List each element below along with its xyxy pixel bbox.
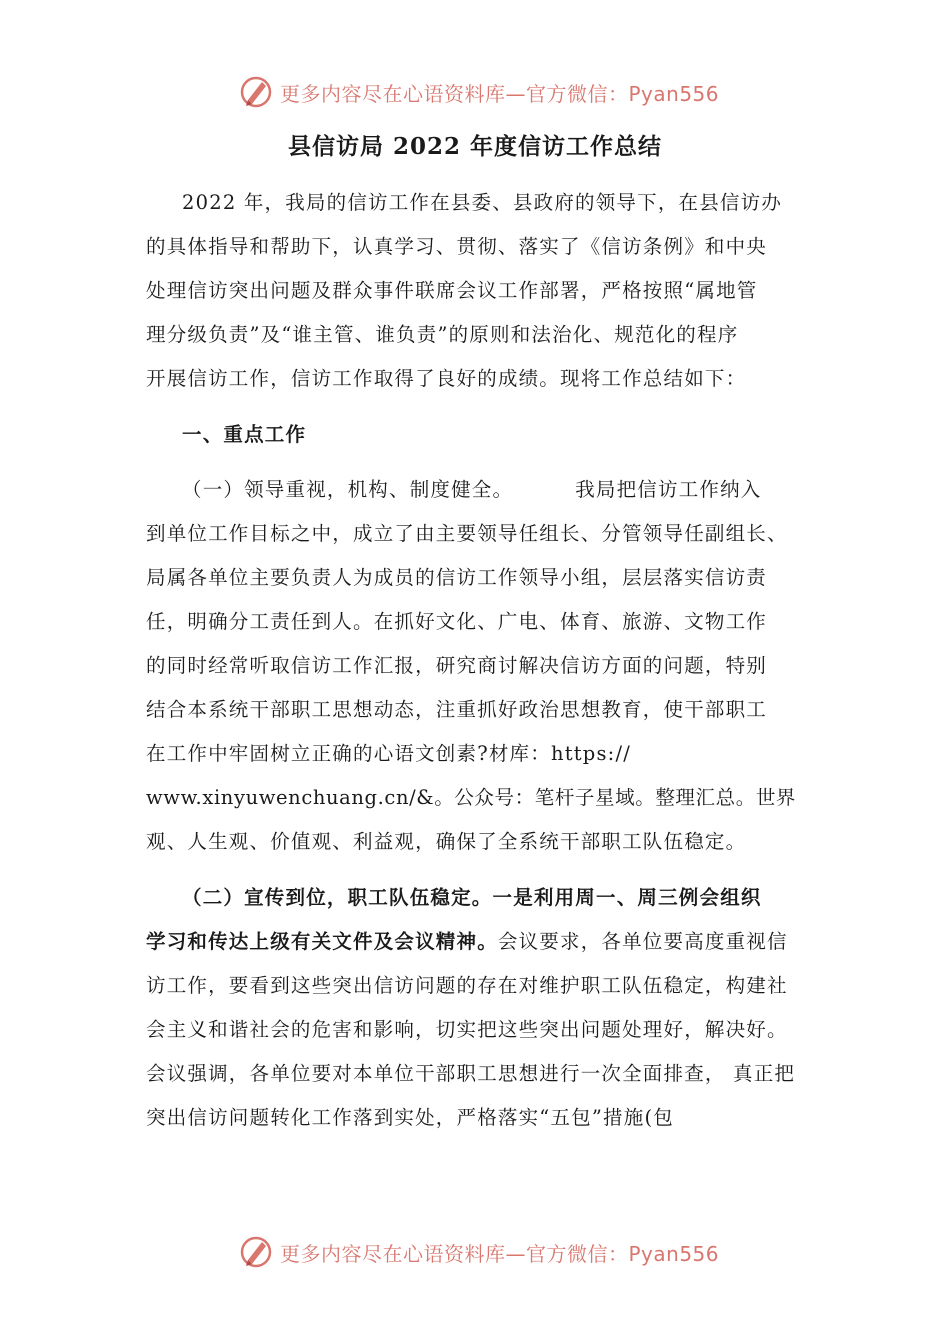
watermark-text: 更多内容尽在心语资料库—官方微信：Pyan556 bbox=[280, 1241, 720, 1266]
paragraph-line: 2022 年，我局的信访工作在县委、县政府的领导下，在县信访办 bbox=[182, 191, 783, 214]
paragraph-line: 会主义和谐社会的危害和影响，切实把这些突出问题处理好，解决好。 bbox=[146, 1018, 788, 1041]
subsection-heading: （一）领导重视，机构、制度健全。 bbox=[182, 478, 514, 501]
paragraph-line: 在工作中牢固树立正确的心语文创素?材库：https:// bbox=[146, 742, 631, 765]
paragraph-line: 局属各单位主要负责人为成员的信访工作领导小组，层层落实信访责 bbox=[146, 566, 768, 589]
paragraph-text: 我局把信访工作纳入 bbox=[575, 478, 762, 501]
paragraph-line: 观、人生观、价值观、利益观，确保了全系统干部职工队伍稳定。 bbox=[146, 830, 747, 853]
paragraph-line: 到单位工作目标之中，成立了由主要领导任组长、分管领导任副组长、 bbox=[146, 522, 788, 545]
paragraph-line: 任，明确分工责任到人。在抓好文化、广电、体育、旅游、文物工作 bbox=[146, 610, 768, 633]
watermark-header bbox=[238, 72, 719, 112]
paragraph-line: 结合本系统干部职工思想动态，注重抓好政治思想教育，使干部职工 bbox=[146, 698, 768, 721]
subsection-heading: （二）宣传到位，职工队伍稳定。一是利用周一、周三例会组织 bbox=[182, 886, 762, 909]
paragraph-line: www.xinyuwenchuang.cn/&。公众号：笔杆子星域。整理汇总。世界 bbox=[146, 786, 797, 809]
paragraph-line: 开展信访工作，信访工作取得了良好的成绩。现将工作总结如下： bbox=[146, 367, 747, 390]
paragraph-line: 访工作，要看到这些突出信访问题的存在对维护职工队伍稳定，构建社 bbox=[146, 974, 788, 997]
paragraph-line: 突出信访问题转化工作落到实处，严格落实“五包”措施(包 bbox=[146, 1106, 674, 1129]
paragraph-line: 的具体指导和帮助下，认真学习、贯彻、落实了《信访条例》和中央 bbox=[146, 235, 768, 258]
pen-logo-icon bbox=[238, 74, 274, 110]
paragraph-line: 理分级负责”及“谁主管、谁负责”的原则和法治化、规范化的程序 bbox=[146, 323, 739, 346]
paragraph-text: 会议要求，各单位要高度重视信 bbox=[497, 930, 788, 953]
pen-logo-icon bbox=[238, 1234, 274, 1270]
section-heading: 一、重点工作 bbox=[182, 423, 307, 446]
paragraph-line: 的同时经常听取信访工作汇报，研究商讨解决信访方面的问题，特别 bbox=[146, 654, 768, 677]
paragraph-line bbox=[146, 926, 788, 954]
document-title: 县信访局 2022 年度信访工作总结 bbox=[287, 133, 663, 160]
paragraph-line: 处理信访突出问题及群众事件联席会议工作部署，严格按照“属地管 bbox=[146, 279, 758, 302]
subsection-heading-line bbox=[182, 474, 762, 502]
watermark-footer bbox=[238, 1232, 719, 1272]
watermark-text: 更多内容尽在心语资料库—官方微信：Pyan556 bbox=[280, 81, 720, 106]
paragraph-line: 会议强调，各单位要对本单位干部职工思想进行一次全面排查， 真正把 bbox=[146, 1062, 796, 1085]
emphasis-text: 学习和传达上级有关文件及会议精神。 bbox=[146, 930, 498, 953]
